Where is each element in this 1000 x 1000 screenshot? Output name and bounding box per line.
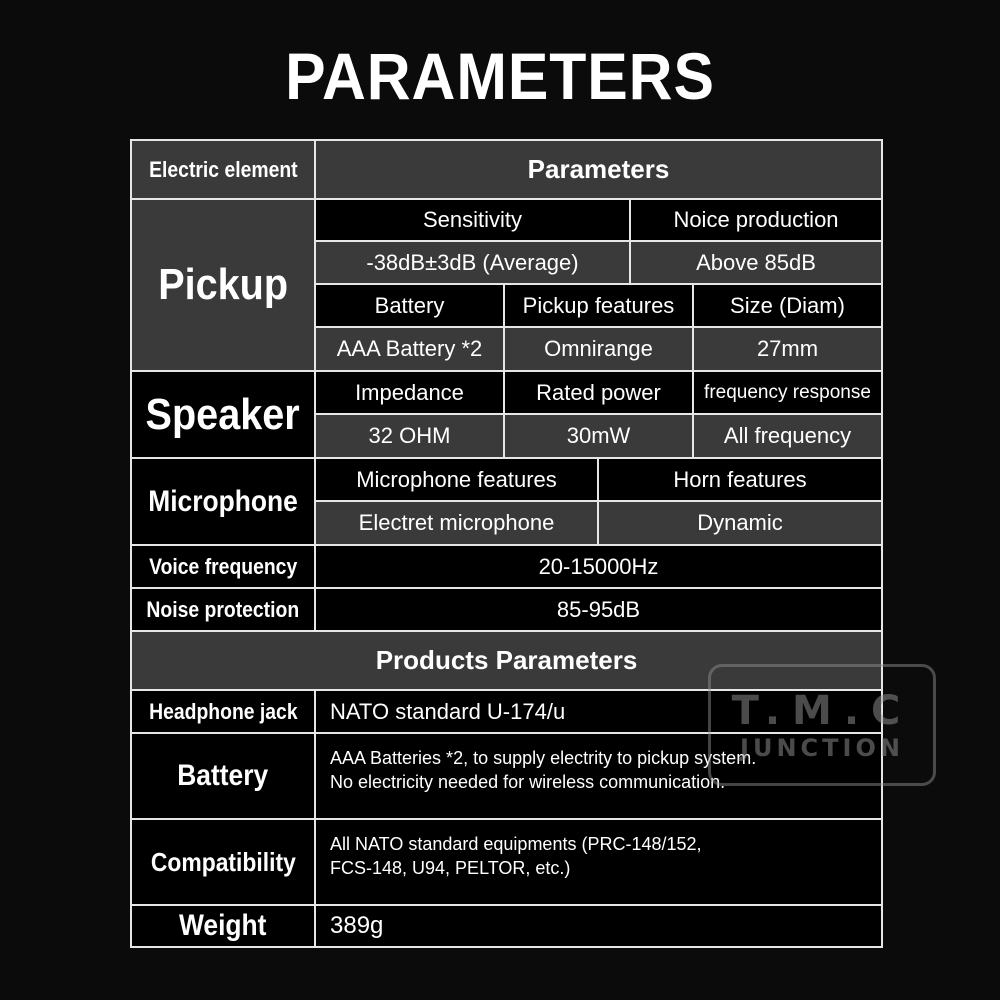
horn-features-label: Horn features <box>597 457 883 502</box>
microphone-features-label: Microphone features <box>314 457 599 502</box>
watermark-bottom-text: JUNCTION <box>740 734 904 762</box>
microphone-label-cell <box>130 457 316 546</box>
headphone-jack-label: Headphone jack <box>148 698 298 724</box>
pickup-battery-label: Battery <box>314 283 505 328</box>
header-electric-element-text: Electric element <box>148 156 298 182</box>
voice-frequency-label-cell <box>130 544 316 589</box>
battery-label: Battery <box>177 759 269 792</box>
header-parameters-text: Parameters <box>527 154 670 184</box>
products-parameters-text: Products Parameters <box>375 645 638 675</box>
impedance-label: Impedance <box>314 370 505 415</box>
battery-line-1: AAA Batteries *2, to supply electrity to pickup system. <box>330 748 757 768</box>
pickup-features-value: Omnirange <box>503 326 694 372</box>
noise-production-value: Above 85dB <box>629 240 883 285</box>
compatibility-line-2: FCS-148, U94, PELTOR, etc.) <box>330 858 571 878</box>
header-parameters <box>314 139 883 200</box>
pickup-battery-value: AAA Battery *2 <box>314 326 505 372</box>
speaker-label-cell <box>130 370 316 459</box>
weight-value: 389g <box>314 904 883 948</box>
noise-protection-value: 85-95dB <box>314 587 883 632</box>
header-electric-element <box>130 139 316 200</box>
microphone-features-value: Electret microphone <box>314 500 599 546</box>
pickup-label: Pickup <box>158 260 288 309</box>
rated-power-label: Rated power <box>503 370 694 415</box>
noise-production-label: Noice production <box>629 198 883 242</box>
frequency-response-value: All frequency <box>692 413 883 459</box>
battery-value <box>314 732 883 820</box>
battery-label-cell <box>130 732 316 820</box>
headphone-jack-value: NATO standard U-174/u <box>314 689 883 734</box>
pickup-size-label: Size (Diam) <box>692 283 883 328</box>
impedance-value: 32 OHM <box>314 413 505 459</box>
sensitivity-label: Sensitivity <box>314 198 631 242</box>
sensitivity-value: -38dB±3dB (Average) <box>314 240 631 285</box>
pickup-features-label: Pickup features <box>503 283 694 328</box>
horn-features-value: Dynamic <box>597 500 883 546</box>
frequency-response-label: frequency response <box>692 370 883 415</box>
weight-label-cell <box>130 904 316 948</box>
compatibility-label: Compatibility <box>150 846 296 877</box>
battery-line-2: No electricity needed for wireless communication. <box>330 772 726 792</box>
rated-power-value: 30mW <box>503 413 694 459</box>
speaker-label: Speaker <box>145 389 301 439</box>
voice-frequency-value: 20-15000Hz <box>314 544 883 589</box>
noise-protection-label-cell <box>130 587 316 632</box>
pickup-size-value: 27mm <box>692 326 883 372</box>
voice-frequency-label: Voice frequency <box>148 553 298 579</box>
noise-protection-label: Noise protection <box>146 596 300 622</box>
page-title: PARAMETERS <box>285 39 715 113</box>
watermark-top-text: T.M.C <box>731 688 913 734</box>
compatibility-line-1: All NATO standard equipments (PRC-148/152, <box>330 834 702 854</box>
pickup-label-cell <box>130 198 316 372</box>
weight-label: Weight <box>179 909 267 942</box>
products-parameters-header <box>130 630 883 691</box>
compatibility-value <box>314 818 883 906</box>
microphone-label: Microphone <box>148 484 298 518</box>
compatibility-label-cell <box>130 818 316 906</box>
headphone-jack-label-cell <box>130 689 316 734</box>
